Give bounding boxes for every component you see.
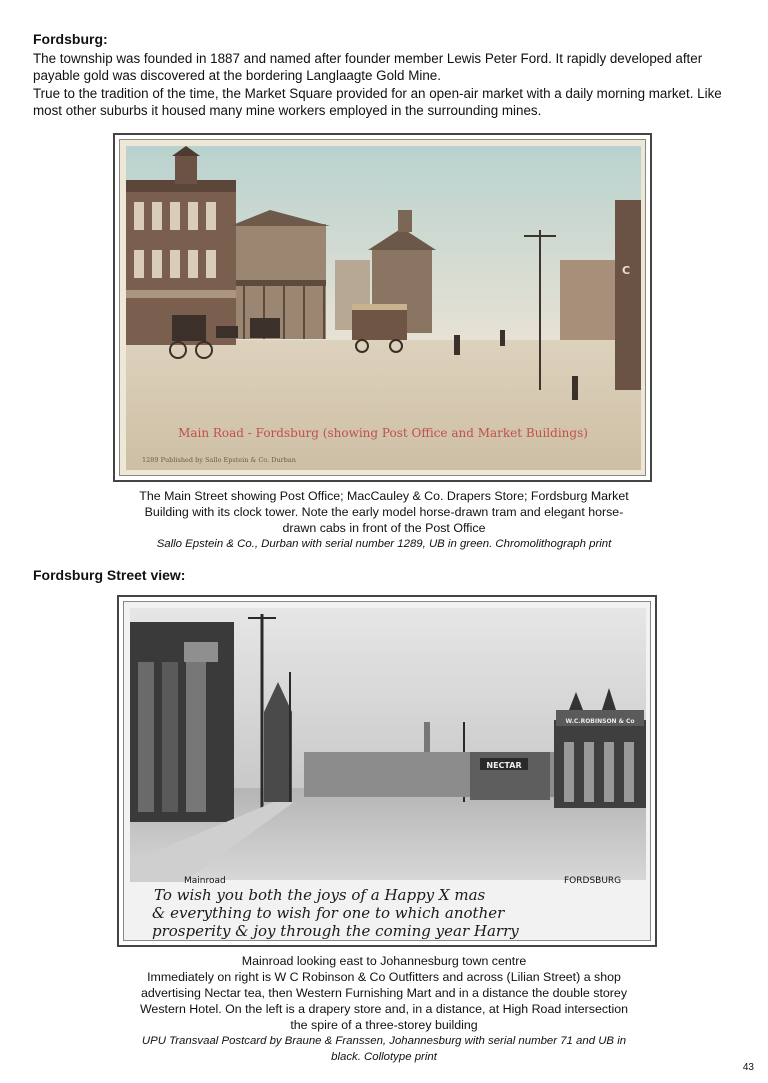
handwritten-greeting bbox=[152, 886, 519, 940]
caption-2-line-2: Immediately on right is W C Robinson & Co Outfitters and across (Lilian Street) a shop bbox=[147, 970, 621, 984]
caption-1 bbox=[100, 488, 668, 552]
postcard-1-frame bbox=[113, 133, 652, 482]
caption-2-source-1: UPU Transvaal Postcard by Braune & Franssen, Johannesburg with serial number 71 and UB in bbox=[141, 1035, 627, 1047]
postcard-1-image bbox=[119, 139, 646, 476]
postcard-1-illustration bbox=[120, 140, 646, 476]
postcard-1-printed-caption: Main Road - Fordsburg (showing Post Office and Market Buildings) bbox=[178, 426, 588, 440]
caption-1-source: Sallo Epstein & Co., Durban with serial number 1289, UB in green. Chromolithograph print bbox=[156, 538, 612, 550]
caption-1-line-1: The Main Street showing Post Office; MacCauley & Co. Drapers Store; Fordsburg Market bbox=[139, 489, 629, 503]
caption-2-line-4: Western Hotel. On the left is a drapery store and, in a distance, at High Road intersection bbox=[139, 1002, 629, 1016]
drapery-store bbox=[130, 622, 234, 822]
page-number: 43 bbox=[742, 1062, 754, 1073]
intro-paragraph-1: The township was founded in 1887 and named after founder member Lewis Peter Ford. It rapidly developed after payable gold was discovered at the bordering Langlaagte Gold Mine. bbox=[33, 51, 703, 83]
caption-2-line-5: the spire of a three-storey building bbox=[290, 1018, 478, 1032]
caption-2 bbox=[100, 953, 668, 1065]
caption-2-source-2: black. Collotype print bbox=[331, 1051, 437, 1063]
caption-1-line-2: Building with its clock tower. Note the early model horse-drawn tram and elegant horse- bbox=[144, 505, 624, 519]
postcard-2-label-fordsburg: FORDSBURG bbox=[564, 876, 622, 886]
robinson-sign: W.C.ROBINSON & Co bbox=[565, 718, 635, 725]
postcard-1-publisher-line: 1289 Published by Sallo Epstein & Co. Durban bbox=[142, 456, 296, 464]
caption-2-line-3: advertising Nectar tea, then Western Furnishing Mart and in a distance the double storey bbox=[140, 986, 628, 1000]
postcard-2-image bbox=[123, 601, 651, 941]
section-title-fordsburg: Fordsburg: bbox=[33, 31, 108, 47]
handwriting-line-1: To wish you both the joys of a Happy X mas bbox=[154, 886, 486, 904]
postcard-2-label-mainroad: Mainroad bbox=[184, 876, 226, 886]
section-title-street-view: Fordsburg Street view: bbox=[33, 567, 186, 583]
caption-1-line-3: drawn cabs in front of the Post Office bbox=[282, 521, 486, 535]
intro-paragraph-2: True to the tradition of the time, the Market Square provided for an open-air market with a daily morning market. Like most other suburbs it housed many mine workers employed in the surrounding mines. bbox=[33, 86, 722, 118]
nectar-sign: NECTAR bbox=[486, 761, 522, 770]
postcard-2-frame bbox=[117, 595, 657, 947]
caption-2-line-1: Mainroad looking east to Johannesburg town centre bbox=[241, 954, 527, 968]
postcard-2-illustration bbox=[124, 602, 651, 941]
handwriting-line-2: & everything to wish for one to which another bbox=[152, 904, 505, 922]
handwriting-line-3: prosperity & joy through the coming year Harry bbox=[152, 922, 519, 940]
postcard-1-shop-sign: C bbox=[622, 264, 631, 277]
